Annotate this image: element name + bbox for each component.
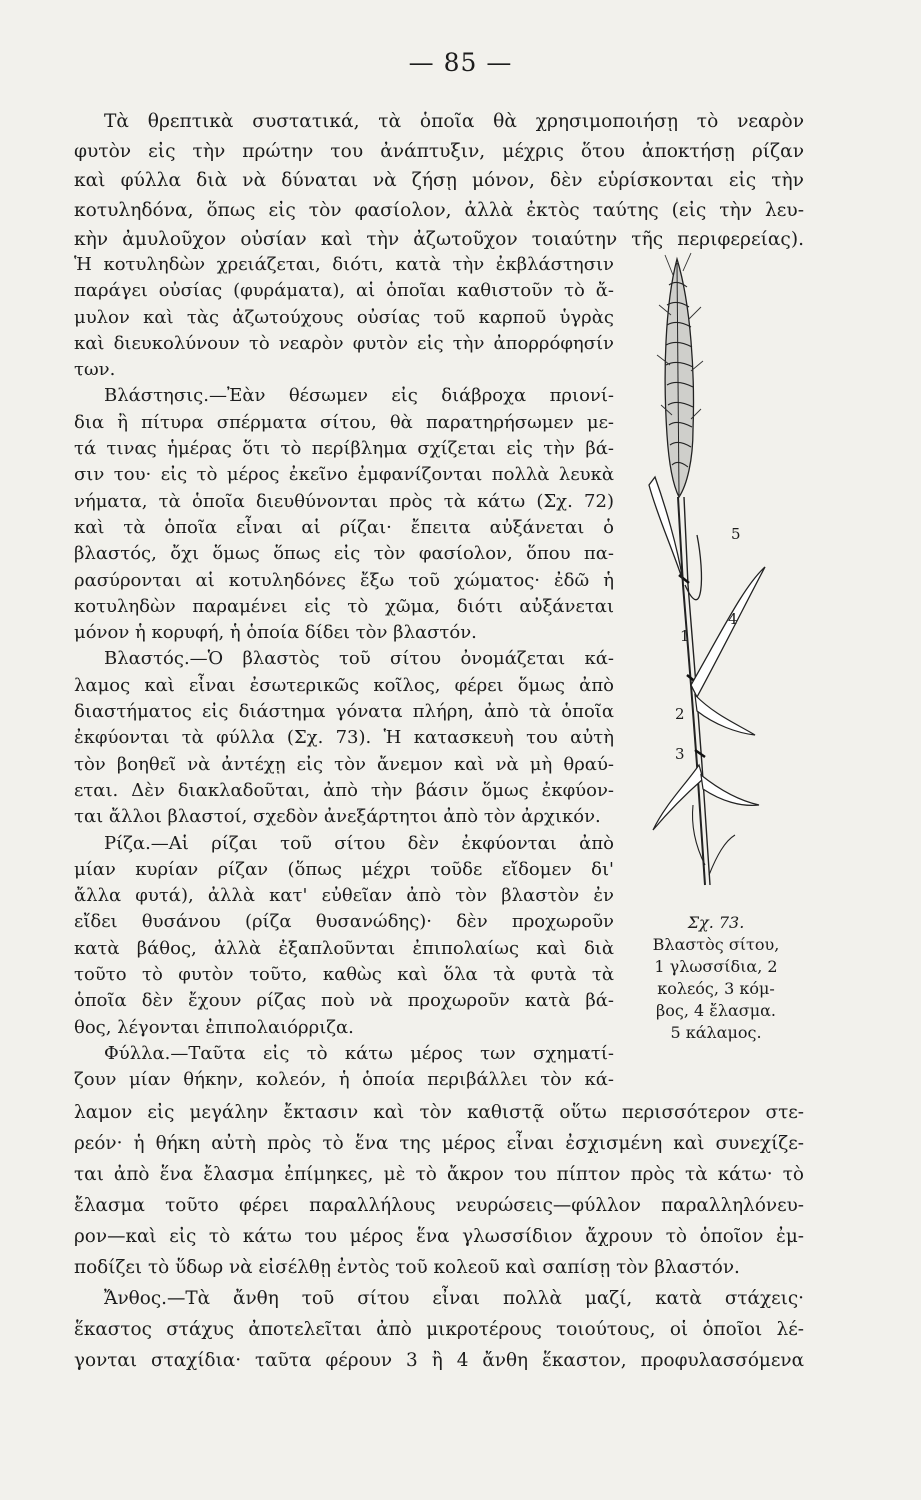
text-line: παράγει οὐσίας (φυράματα), αἱ ὁποῖαι καθιστοῦν τὸ ἄ- — [74, 280, 614, 302]
text-line: γονται σταχίδια· ταῦτα φέρουν 3 ἢ 4 ἄνθη ἕκαστον, προφυλασσόμενα — [74, 1350, 804, 1371]
label-3: 3 — [675, 745, 685, 763]
text-line: καὶ φύλλα διὰ νὰ δύναται νὰ ζήσῃ μόνον, δὲν εὑρίσκονται εἰς τὴν — [74, 170, 804, 192]
text-line: ται ἀπὸ ἕνα ἔλασμα ἐπίμηκες, μὲ τὸ ἄκρον του πίπτον πρὸς τὰ κάτω· τὸ — [74, 1164, 804, 1185]
caption-line: Βλαστὸς σίτου, — [652, 935, 780, 954]
text-line: ποδίζει τὸ ὕδωρ νὰ εἰσέλθῃ ἐντὸς τοῦ κολεοῦ καὶ σαπίσῃ τὸν βλαστόν. — [74, 1257, 740, 1278]
text-line: εἴδει θυσάνου (ρίζα θυσανώδης)· δὲν προχωροῦν — [74, 911, 614, 933]
text-line: τά τινας ἡμέρας ὅτι τὸ περίβλημα σχίζεται εἰς τὴν βά- — [74, 438, 614, 460]
text-line: μίαν κυρίαν ρίζαν (ὅπως μέχρι τοῦδε εἴδομεν δι' — [74, 858, 614, 880]
wheat-stem-illustration — [625, 245, 805, 915]
caption-line: 5 κάλαμος. — [670, 1023, 762, 1042]
text-line: ἄλλα φυτά), ἀλλὰ κατ' εὐθεῖαν ἀπὸ τὸν βλαστὸν ἐν — [74, 885, 614, 907]
text-line: διαστήματος εἰς διάστημα γόνατα πλήρη, ἀπὸ τὰ ὁποῖα — [74, 701, 614, 723]
section-heading-line: Βλαστός.—Ὁ βλαστὸς τοῦ σίτου ὀνομάζεται κά- — [104, 648, 614, 670]
text-line: βλαστός, ὄχι ὅμως ὅπως εἰς τὸν φασίολον, ὅπου πα- — [74, 543, 614, 565]
text-line: κοτυληδόνα, ὅπως εἰς τὸν φασίολον, ἀλλὰ ἐκτὸς ταύτης (εἰς τὴν λευ- — [74, 199, 804, 221]
caption-line: κολεός, 3 κόμ- — [657, 979, 775, 998]
label-4: 4 — [728, 610, 738, 628]
section-heading-line: Φύλλα.—Ταῦτα εἰς τὸ κάτω μέρος των σχηματί- — [104, 1042, 614, 1064]
text-line: ρασύρονται αἱ κοτυληδόνες ἔξω τοῦ χώματος· ἐδῶ ἡ — [74, 569, 614, 591]
label-5: 5 — [731, 525, 741, 543]
text-line: εται. Δὲν διακλαδοῦται, ἀπὸ τὴν βάσιν ὅμως ἐκφύον- — [74, 779, 614, 801]
label-1: 1 — [680, 627, 690, 645]
bottom-paragraph — [74, 1097, 804, 1376]
text-line: μόνον ἡ κορυφή, ἡ ὁποία δίδει τὸν βλαστόν. — [74, 622, 477, 644]
text-line: των. — [74, 359, 116, 381]
top-paragraph — [74, 107, 804, 255]
text-line: κατὰ βάθος, ἀλλὰ ἐξαπλοῦνται ἐπιπολαίως καὶ διὰ — [74, 937, 614, 959]
text-line: μυλον καὶ τὰς ἀζωτούχους οὐσίας τοῦ καρποῦ ὑγρὰς — [74, 306, 614, 328]
text-line: ρεόν· ἡ θήκη αὐτὴ πρὸς τὸ ἕνα της μέρος εἶναι ἐσχισμένη καὶ συνεχίζε- — [74, 1133, 804, 1154]
text-line: ἕκαστος στάχυς ἀποτελεῖται ἀπὸ μικροτέρους τοιούτους, οἱ ὁποῖοι λέ- — [74, 1319, 804, 1340]
section-heading-line: Ρίζα.—Αἱ ρίζαι τοῦ σίτου δὲν ἐκφύονται ἀπὸ — [104, 832, 614, 854]
text-line: Ἡ κοτυληδὼν χρειάζεται, διότι, κατὰ τὴν ἐκβλάστησιν — [74, 254, 614, 275]
text-line: ὁποῖα δὲν ἔχουν ρίζας ποὺ νὰ προχωροῦν κατὰ βά- — [74, 990, 614, 1012]
section-heading-line: Βλάστησις.—Ἐὰν θέσωμεν εἰς διάβροχα πριονί- — [104, 385, 614, 407]
text-line: ζουν μίαν θήκην, κολεόν, ἡ ὁποία περιβάλλει τὸν κά- — [74, 1069, 614, 1091]
text-line: θος, λέγονται ἐπιπολαιόρριζα. — [74, 1016, 354, 1038]
text-line: κὴν ἀμυλοῦχον οὐσίαν καὶ τὴν ἀζωτοῦχον τοιαύτην τῆς περιφερείας). — [74, 229, 804, 251]
leaves — [649, 477, 765, 875]
figure-number: Σχ. 73. — [687, 913, 745, 932]
text-line: ἔλασμα τοῦτο φέρει παραλλήλους νευρώσεις—φύλλον παραλληλόνευ- — [74, 1195, 804, 1216]
page-number: — 85 — — [408, 48, 513, 77]
text-line: καὶ τὰ ὁποῖα εἶναι αἱ ρίζαι· ἔπειτα αὐξάνεται ὁ — [74, 516, 614, 538]
text-line: φυτὸν εἰς τὴν πρώτην του ἀνάπτυξιν, μέχρις ὅτου ἀποκτήσῃ ρίζαν — [74, 140, 804, 162]
wheat-stem-figure — [625, 245, 805, 915]
text-line: τοῦτο τὸ φυτὸν τοῦτο, καθὼς καὶ ὅλα τὰ φυτὰ τὰ — [74, 964, 614, 986]
text-line: λαμον εἰς μεγάλην ἔκτασιν καὶ τὸν καθιστᾷ οὕτω περισσότερον στε- — [74, 1102, 804, 1123]
text-line: ρον—καὶ εἰς τὸ κάτω του μέρος ἕνα γλωσσίδιον ἄχρουν τὸ ὁποῖον ἐμ- — [74, 1226, 804, 1247]
text-line: καὶ διευκολύνουν τὸ νεαρὸν φυτὸν εἰς τὴν ἀπορρόφησίν — [74, 332, 614, 354]
text-line: Τὰ θρεπτικὰ συστατικά, τὰ ὁποῖα θὰ χρησιμοποιήσῃ τὸ νεαρὸν — [104, 111, 804, 132]
text-line: κοτυληδὼν παραμένει εἰς τὸ χῶμα, διότι αὐξάνεται — [74, 595, 614, 617]
caption-line: βος, 4 ἔλασμα. — [655, 1001, 777, 1020]
narrow-column-text — [74, 252, 614, 1094]
text-line: λαμος καὶ εἶναι ἐσωτερικῶς κοῖλος, φέρει ὅμως ἀπὸ — [74, 674, 614, 696]
text-line: τὸν βοηθεῖ νὰ ἀντέχῃ εἰς τὸν ἄνεμον καὶ νὰ μὴ θραύ- — [74, 753, 614, 775]
caption-line: 1 γλωσσίδια, 2 — [654, 957, 778, 976]
text-line: ται ἄλλοι βλαστοί, σχεδὸν ἀνεξάρτητοι ἀπὸ τὸν ἀρχικόν. — [74, 806, 601, 828]
figure-caption — [630, 912, 802, 1044]
text-line: σιν του· εἰς τὸ μέρος ἐκεῖνο ἐμφανίζονται πολλὰ λευκὰ — [74, 464, 614, 486]
text-line: νήματα, τὰ ὁποῖα διευθύνονται πρὸς τὰ κάτω (Σχ. 72) — [74, 490, 614, 512]
label-2: 2 — [675, 705, 685, 723]
text-line: ἐκφύονται τὰ φύλλα (Σχ. 73). Ἡ κατασκευὴ του αὐτὴ — [74, 727, 614, 749]
ear-of-wheat — [657, 253, 703, 497]
section-heading-line: Ἄνθος.—Τὰ ἄνθη τοῦ σίτου εἶναι πολλὰ μαζί, κατὰ στάχεις· — [104, 1288, 804, 1309]
text-line: δια ἢ πίτυρα σπέρματα σίτου, θὰ παρατηρήσωμεν με- — [74, 411, 614, 433]
